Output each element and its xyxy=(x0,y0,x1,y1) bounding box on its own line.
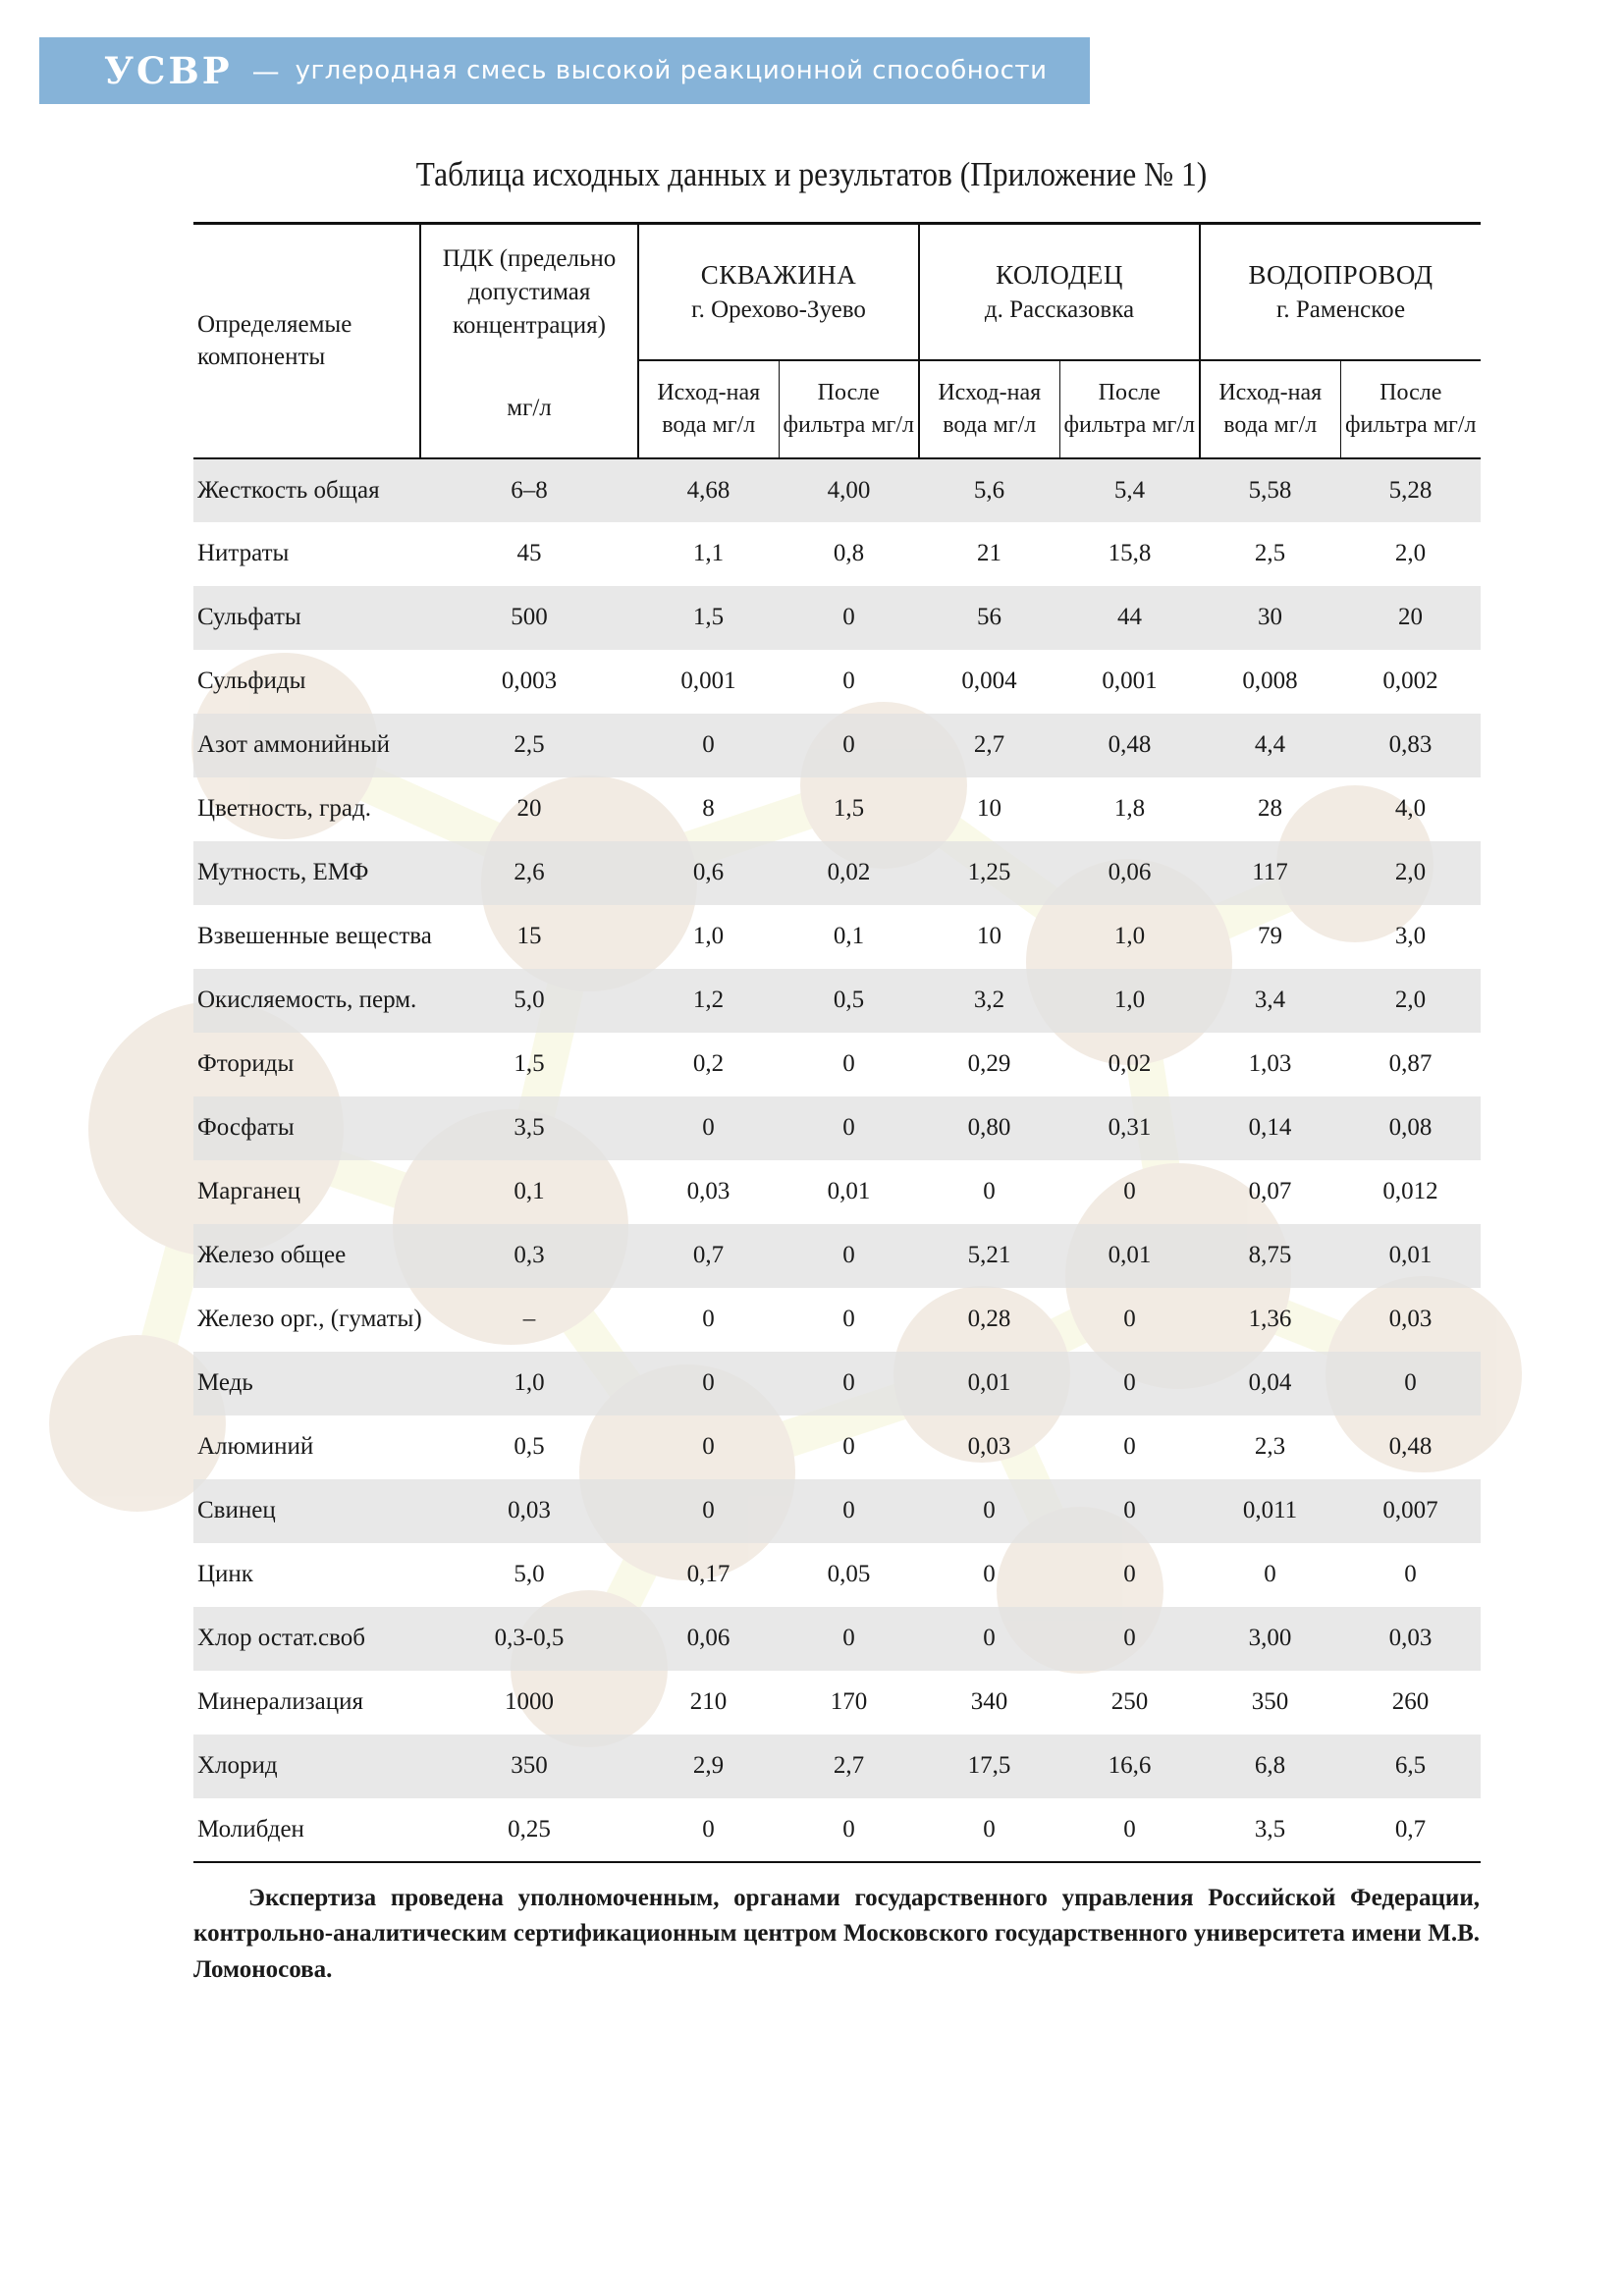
source-value-cell: 17,5 xyxy=(919,1735,1059,1798)
source-value-cell: 0,004 xyxy=(961,667,1017,694)
component-name-cell: Марганец xyxy=(197,1178,301,1204)
component-name-cell: Алюминий xyxy=(197,1433,314,1460)
source-value-cell: 1,5 xyxy=(638,586,779,650)
filtered-value-cell: 6,5 xyxy=(1340,1735,1481,1798)
component-name-cell: Хлорид xyxy=(193,1735,420,1798)
filtered-value-cell: 1,0 xyxy=(1113,923,1146,949)
table-row xyxy=(193,905,1481,969)
pdk-value-cell: 0,003 xyxy=(501,667,558,694)
filtered-value-cell: 0,001 xyxy=(1102,667,1158,694)
group-header-well xyxy=(638,224,919,360)
source-value-cell: 0 xyxy=(983,1178,996,1204)
source-value-cell: 2,7 xyxy=(919,714,1059,777)
table-row xyxy=(193,1288,1481,1352)
source-value-cell: 21 xyxy=(977,540,1001,566)
source-value-cell: 5,21 xyxy=(919,1224,1059,1288)
filtered-value-cell: 2,0 xyxy=(1340,969,1481,1033)
table-row xyxy=(193,1735,1481,1798)
source-value-cell: 4,4 xyxy=(1200,714,1340,777)
filtered-value-cell: 2,0 xyxy=(1394,540,1427,566)
filtered-value-cell: 0 xyxy=(779,1479,919,1543)
filtered-value-cell: 260 xyxy=(1391,1688,1430,1715)
group-name: КОЛОДЕЦ xyxy=(996,260,1123,291)
table-row xyxy=(193,1543,1481,1607)
filtered-value-cell: 20 xyxy=(1340,586,1481,650)
source-value-cell: 0,008 xyxy=(1242,667,1298,694)
filtered-value-cell: 0 xyxy=(1123,1561,1136,1587)
filtered-value-cell: 0 xyxy=(779,1352,919,1415)
source-value-cell: 0,17 xyxy=(686,1561,730,1587)
component-name-cell: Мутность, ЕМФ xyxy=(193,841,420,905)
component-name-cell: Сульфиды xyxy=(197,667,306,694)
pdk-value-cell: 0,25 xyxy=(420,1798,638,1862)
filtered-value-cell: 0,31 xyxy=(1059,1096,1200,1160)
pdk-value-cell: 15 xyxy=(516,923,542,949)
source-value-cell: 210 xyxy=(689,1688,728,1715)
component-name-cell: Нитраты xyxy=(197,540,290,566)
source-value-cell: 1,25 xyxy=(919,841,1059,905)
filtered-value-cell: 0 xyxy=(779,1096,919,1160)
source-value-cell: 4,68 xyxy=(638,458,779,522)
source-value-cell: 0,03 xyxy=(686,1178,730,1204)
filtered-value-cell: 0 xyxy=(1123,1306,1136,1332)
sub-header-source: Исход-ная вода мг/л xyxy=(919,360,1059,458)
table-row xyxy=(193,1798,1481,1862)
pdk-value-cell: 0,3 xyxy=(420,1224,638,1288)
pdk-value-cell: 0,3-0,5 xyxy=(420,1607,638,1671)
filtered-value-cell: 0 xyxy=(779,714,919,777)
filtered-value-cell: 0 xyxy=(1059,1798,1200,1862)
filtered-value-cell: 0 xyxy=(779,586,919,650)
pdk-value-cell: 1,5 xyxy=(514,1050,545,1077)
filtered-value-cell: 0,002 xyxy=(1382,667,1438,694)
pdk-unit-header: мг/л xyxy=(420,360,638,458)
pdk-value-cell: 20 xyxy=(516,795,542,822)
component-name-cell: Медь xyxy=(193,1352,420,1415)
pdk-value-cell: 5,0 xyxy=(420,969,638,1033)
source-value-cell: 79 xyxy=(1258,923,1282,949)
table-row xyxy=(193,1671,1481,1735)
source-value-cell: 28 xyxy=(1258,795,1282,822)
source-value-cell: 30 xyxy=(1200,586,1340,650)
table-row xyxy=(193,1352,1481,1415)
source-value-cell: 0,001 xyxy=(680,667,736,694)
source-value-cell: 3,2 xyxy=(919,969,1059,1033)
filtered-value-cell: 0,01 xyxy=(827,1178,871,1204)
table-row xyxy=(193,714,1481,777)
source-value-cell: 8,75 xyxy=(1200,1224,1340,1288)
filtered-value-cell: 0,01 xyxy=(1059,1224,1200,1288)
filtered-value-cell: 0,1 xyxy=(833,923,865,949)
filtered-value-cell: 0,05 xyxy=(827,1561,871,1587)
header-banner xyxy=(39,37,1090,104)
source-value-cell: 3,00 xyxy=(1200,1607,1340,1671)
filtered-value-cell: 3,0 xyxy=(1394,923,1427,949)
source-value-cell: 0,29 xyxy=(967,1050,1011,1077)
component-name-cell: Железо орг., (гуматы) xyxy=(197,1306,422,1332)
source-value-cell: 0,01 xyxy=(919,1352,1059,1415)
filtered-value-cell: 5,28 xyxy=(1340,458,1481,522)
footnote-text: Экспертиза проведена уполномоченным, органами государственного управления Российской Федерации, контрольно-аналитическим сертификационным центром Московского государственного университета имени М.В. Ломоносова. xyxy=(193,1885,1480,1983)
component-name-cell: Железо общее xyxy=(193,1224,420,1288)
group-location: г. Раменское xyxy=(1275,295,1406,323)
filtered-value-cell: 1,8 xyxy=(1113,795,1146,822)
filtered-value-cell: 1,0 xyxy=(1059,969,1200,1033)
filtered-value-cell: 0 xyxy=(1059,1479,1200,1543)
table-row xyxy=(193,1033,1481,1096)
table-row xyxy=(193,1607,1481,1671)
source-value-cell: 117 xyxy=(1200,841,1340,905)
filtered-value-cell: 0,06 xyxy=(1059,841,1200,905)
pdk-header: ПДК (предельно допустимая концентрация) xyxy=(420,224,638,360)
pdk-value-cell: 45 xyxy=(516,540,542,566)
filtered-value-cell: 0,012 xyxy=(1382,1178,1438,1204)
results-table xyxy=(193,222,1481,1863)
component-name-cell: Молибден xyxy=(193,1798,420,1862)
component-name-cell: Азот аммонийный xyxy=(193,714,420,777)
filtered-value-cell: 0,03 xyxy=(1388,1306,1433,1332)
filtered-value-cell: 0 xyxy=(1404,1561,1417,1587)
filtered-value-cell: 0 xyxy=(1123,1178,1136,1204)
filtered-value-cell: 0,007 xyxy=(1340,1479,1481,1543)
component-name-cell: Окисляемость, перм. xyxy=(193,969,420,1033)
source-value-cell: 0,2 xyxy=(692,1050,725,1077)
source-value-cell: 1,36 xyxy=(1248,1306,1292,1332)
pdk-value-cell: – xyxy=(522,1306,536,1332)
filtered-value-cell: 0,08 xyxy=(1340,1096,1481,1160)
component-name-cell: Взвешенные вещества xyxy=(197,923,432,949)
source-value-cell: 0 xyxy=(638,1479,779,1543)
source-value-cell: 0 xyxy=(919,1798,1059,1862)
filtered-value-cell: 0 xyxy=(1059,1352,1200,1415)
source-value-cell: 0 xyxy=(702,1433,715,1460)
filtered-value-cell: 0,48 xyxy=(1059,714,1200,777)
source-value-cell: 0,07 xyxy=(1248,1178,1292,1204)
filtered-value-cell: 2,7 xyxy=(779,1735,919,1798)
filtered-value-cell: 0 xyxy=(842,1050,855,1077)
table-row xyxy=(193,650,1481,714)
source-value-cell: 0,06 xyxy=(638,1607,779,1671)
filtered-value-cell: 0,5 xyxy=(779,969,919,1033)
pdk-value-cell: 1,0 xyxy=(420,1352,638,1415)
filtered-value-cell: 1,5 xyxy=(833,795,865,822)
source-value-cell: 10 xyxy=(977,795,1001,822)
pdk-value-cell: 0,03 xyxy=(420,1479,638,1543)
source-value-cell: 350 xyxy=(1251,1688,1289,1715)
filtered-value-cell: 2,0 xyxy=(1340,841,1481,905)
pdk-value-cell: 3,5 xyxy=(420,1096,638,1160)
source-value-cell: 1,0 xyxy=(692,923,725,949)
source-value-cell: 0 xyxy=(702,1306,715,1332)
source-value-cell: 1,1 xyxy=(692,540,725,566)
filtered-value-cell: 250 xyxy=(1110,1688,1149,1715)
brand-logo-text: УСВР xyxy=(104,49,233,92)
sub-header-filtered: После фильтра мг/л xyxy=(1059,360,1200,458)
source-value-cell: 3,5 xyxy=(1200,1798,1340,1862)
group-name: СКВАЖИНА xyxy=(700,260,857,291)
pdk-value-cell: 5,0 xyxy=(514,1561,545,1587)
filtered-value-cell: 15,8 xyxy=(1108,540,1152,566)
table-row xyxy=(193,777,1481,841)
component-name-cell: Свинец xyxy=(193,1479,420,1543)
filtered-value-cell: 0 xyxy=(1123,1433,1136,1460)
pdk-value-cell: 2,6 xyxy=(420,841,638,905)
component-name-cell: Жесткость общая xyxy=(193,458,420,522)
banner-subtitle: углеродная смесь высокой реакционной способности xyxy=(295,56,1048,85)
source-value-cell: 3,4 xyxy=(1200,969,1340,1033)
group-location: г. Орехово-Зуево xyxy=(691,295,866,323)
source-value-cell: 5,6 xyxy=(919,458,1059,522)
filtered-value-cell: 44 xyxy=(1059,586,1200,650)
group-header-dug-well xyxy=(919,224,1200,360)
table-title: Таблица исходных данных и результатов (Приложение № 1) xyxy=(415,155,1208,193)
component-name-cell: Сульфаты xyxy=(193,586,420,650)
table-row xyxy=(193,586,1481,650)
component-name-cell: Цветность, град. xyxy=(197,795,371,822)
filtered-value-cell: 0,02 xyxy=(779,841,919,905)
source-value-cell: 0,14 xyxy=(1200,1096,1340,1160)
filtered-value-cell: 0,01 xyxy=(1340,1224,1481,1288)
component-name-cell: Фториды xyxy=(197,1050,295,1077)
table-row xyxy=(193,841,1481,905)
table-body xyxy=(193,458,1481,1862)
sub-header-source: Исход-ная вода мг/л xyxy=(638,360,779,458)
filtered-value-cell: 0 xyxy=(842,667,855,694)
source-value-cell: 1,2 xyxy=(638,969,779,1033)
filtered-value-cell: 0,7 xyxy=(1340,1798,1481,1862)
filtered-value-cell: 0 xyxy=(842,1433,855,1460)
source-value-cell: 340 xyxy=(970,1688,1008,1715)
filtered-value-cell: 170 xyxy=(830,1688,868,1715)
filtered-value-cell: 0 xyxy=(842,1306,855,1332)
source-value-cell: 0,03 xyxy=(967,1433,1011,1460)
filtered-value-cell: 0 xyxy=(779,1798,919,1862)
sub-header-source: Исход-ная вода мг/л xyxy=(1200,360,1340,458)
filtered-value-cell: 0,87 xyxy=(1388,1050,1433,1077)
table-row xyxy=(193,1479,1481,1543)
component-name-cell: Минерализация xyxy=(197,1688,363,1715)
component-name-cell: Хлор остат.своб xyxy=(193,1607,420,1671)
group-name: ВОДОПРОВОД xyxy=(1248,260,1434,291)
components-header: Определяемые компоненты xyxy=(193,224,420,458)
source-value-cell: 5,58 xyxy=(1200,458,1340,522)
filtered-value-cell: 0 xyxy=(1340,1352,1481,1415)
source-value-cell: 0,80 xyxy=(919,1096,1059,1160)
filtered-value-cell: 0,02 xyxy=(1108,1050,1152,1077)
pdk-value-cell: 2,5 xyxy=(420,714,638,777)
source-value-cell: 0 xyxy=(1264,1561,1276,1587)
source-value-cell: 6,8 xyxy=(1200,1735,1340,1798)
source-value-cell: 0,011 xyxy=(1200,1479,1340,1543)
source-value-cell: 0 xyxy=(638,1352,779,1415)
table-row xyxy=(193,522,1481,586)
filtered-value-cell: 0,03 xyxy=(1340,1607,1481,1671)
source-value-cell: 0,28 xyxy=(967,1306,1011,1332)
pdk-value-cell: 0,1 xyxy=(514,1178,545,1204)
source-value-cell: 8 xyxy=(702,795,715,822)
table-row xyxy=(193,1096,1481,1160)
filtered-value-cell: 5,4 xyxy=(1059,458,1200,522)
source-value-cell: 2,5 xyxy=(1254,540,1286,566)
filtered-value-cell: 0,83 xyxy=(1340,714,1481,777)
filtered-value-cell: 0 xyxy=(1059,1607,1200,1671)
source-value-cell: 0 xyxy=(919,1479,1059,1543)
component-name-cell: Фосфаты xyxy=(193,1096,420,1160)
table-row xyxy=(193,458,1481,522)
source-value-cell: 0 xyxy=(638,1096,779,1160)
table-row xyxy=(193,969,1481,1033)
group-location: д. Рассказовка xyxy=(984,295,1135,323)
pdk-value-cell: 6–8 xyxy=(420,458,638,522)
filtered-value-cell: 0 xyxy=(779,1224,919,1288)
source-value-cell: 0,6 xyxy=(638,841,779,905)
table-row xyxy=(193,1224,1481,1288)
group-header-water-supply xyxy=(1200,224,1481,360)
filtered-value-cell: 4,0 xyxy=(1394,795,1427,822)
table-row xyxy=(193,1415,1481,1479)
component-name-cell: Цинк xyxy=(197,1561,253,1587)
source-value-cell: 2,3 xyxy=(1254,1433,1286,1460)
filtered-value-cell: 0,48 xyxy=(1388,1433,1433,1460)
sub-header-filtered: После фильтра мг/л xyxy=(1340,360,1481,458)
source-value-cell: 0 xyxy=(638,714,779,777)
source-value-cell: 0 xyxy=(919,1607,1059,1671)
filtered-value-cell: 0,8 xyxy=(833,540,865,566)
source-value-cell: 0 xyxy=(983,1561,996,1587)
banner-dash: — xyxy=(251,54,280,87)
pdk-value-cell: 0,5 xyxy=(514,1433,545,1460)
filtered-value-cell: 16,6 xyxy=(1059,1735,1200,1798)
pdk-value-cell: 1000 xyxy=(505,1688,554,1715)
filtered-value-cell: 0 xyxy=(779,1607,919,1671)
source-value-cell: 1,03 xyxy=(1248,1050,1292,1077)
source-value-cell: 0 xyxy=(638,1798,779,1862)
source-value-cell: 0,7 xyxy=(638,1224,779,1288)
filtered-value-cell: 4,00 xyxy=(779,458,919,522)
pdk-value-cell: 500 xyxy=(420,586,638,650)
source-value-cell: 2,9 xyxy=(638,1735,779,1798)
source-value-cell: 56 xyxy=(919,586,1059,650)
source-value-cell: 0,04 xyxy=(1200,1352,1340,1415)
table-row xyxy=(193,1160,1481,1224)
source-value-cell: 10 xyxy=(977,923,1001,949)
sub-header-filtered: После фильтра мг/л xyxy=(779,360,919,458)
pdk-value-cell: 350 xyxy=(420,1735,638,1798)
